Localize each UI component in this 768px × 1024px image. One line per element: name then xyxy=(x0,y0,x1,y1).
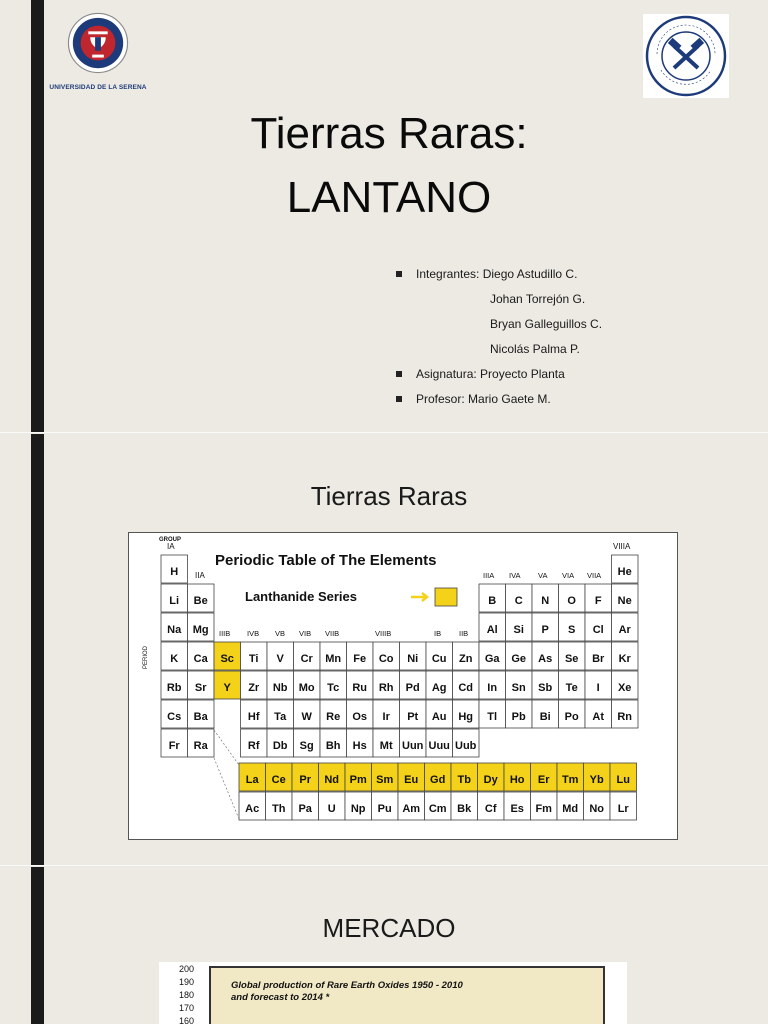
legend-arrow-icon xyxy=(411,593,427,601)
element-symbol: Tc xyxy=(327,682,340,694)
element-symbol: Am xyxy=(402,803,421,815)
element-symbol: V xyxy=(276,653,284,665)
element-symbol: Sb xyxy=(538,682,553,694)
subject-text: Asignatura: Proyecto Planta xyxy=(416,367,565,381)
group-header: VIIIA xyxy=(613,542,631,551)
element-symbol: Nb xyxy=(272,682,288,694)
element-symbol: O xyxy=(567,595,576,607)
group-header: IA xyxy=(167,542,175,551)
table-title: Periodic Table of The Elements xyxy=(215,552,437,569)
element-symbol: Gd xyxy=(430,774,446,786)
element-symbol: Sr xyxy=(194,682,207,694)
y-tick-label: 200 xyxy=(179,964,195,974)
legend-label: Lanthanide Series xyxy=(245,589,357,604)
element-symbol: Mo xyxy=(298,682,315,694)
group-header: IVB xyxy=(247,629,260,638)
chart-title xyxy=(231,980,463,1004)
element-symbol: B xyxy=(488,595,497,607)
element-symbol: Md xyxy=(562,803,579,815)
element-symbol: Er xyxy=(537,774,550,786)
production-chart-image xyxy=(159,962,627,1024)
element-symbol: Pr xyxy=(299,774,312,786)
group-header: VIIA xyxy=(587,571,602,580)
group-header: IB xyxy=(434,629,442,638)
list-item xyxy=(396,387,602,412)
universidad-logo xyxy=(48,12,148,91)
element-symbol: Ge xyxy=(511,653,527,665)
element-symbol: Te xyxy=(565,682,578,694)
element-symbol: H xyxy=(170,566,179,578)
element-symbol: Rn xyxy=(617,711,633,723)
group-header: IVA xyxy=(509,571,521,580)
element-symbol: Xe xyxy=(617,682,632,694)
element-symbol: W xyxy=(301,711,312,723)
element-symbol: Rh xyxy=(378,682,394,694)
element-symbol: Pb xyxy=(511,711,526,723)
element-symbol: Ar xyxy=(618,624,631,636)
element-symbol: At xyxy=(592,711,605,723)
title-line-2: LANTANO xyxy=(286,173,492,222)
element-symbol: Fe xyxy=(353,653,367,665)
professor-text: Profesor: Mario Gaete M. xyxy=(416,392,551,406)
element-symbol: Au xyxy=(431,711,447,723)
members-label: Integrantes: Diego Astudillo C. xyxy=(416,267,578,281)
element-symbol: Ag xyxy=(431,682,447,694)
element-symbol: Nd xyxy=(324,774,340,786)
element-symbol: N xyxy=(541,595,550,607)
chart-title-line-1: Global production of Rare Earth Oxides 1950 - 2010 xyxy=(231,980,463,991)
group-header: VIIIB xyxy=(375,629,392,638)
group-label: GROUP xyxy=(159,537,182,543)
element-symbol: Yb xyxy=(589,774,604,786)
element-symbol: Si xyxy=(513,624,524,636)
element-symbol: Ca xyxy=(193,653,208,665)
element-symbol: Mn xyxy=(325,653,342,665)
element-symbol: Ru xyxy=(352,682,368,694)
slide-accent-bar xyxy=(31,867,44,1024)
slide-divider xyxy=(0,865,768,866)
slide-divider xyxy=(0,432,768,433)
element-symbol: Ti xyxy=(248,653,259,665)
connector-line xyxy=(214,758,239,819)
element-symbol: Zr xyxy=(248,682,260,694)
element-symbol: Ce xyxy=(271,774,286,786)
element-symbol: Pd xyxy=(405,682,420,694)
element-symbol: Ra xyxy=(193,740,208,752)
member-name: Nicolás Palma P. xyxy=(490,342,580,356)
group-header: VIA xyxy=(562,571,575,580)
element-symbol: Np xyxy=(350,803,366,815)
element-symbol: Th xyxy=(271,803,286,815)
element-symbol: Uub xyxy=(455,740,477,752)
element-symbol: F xyxy=(594,595,602,607)
element-symbol: Tm xyxy=(561,774,579,786)
element-symbol: Pa xyxy=(298,803,312,815)
element-symbol: Tb xyxy=(457,774,471,786)
element-symbol: Po xyxy=(564,711,579,723)
title-line-1: Tierras Raras: xyxy=(250,109,528,158)
slide-heading: MERCADO xyxy=(322,913,456,943)
element-symbol: Uuu xyxy=(428,740,450,752)
element-symbol: Os xyxy=(352,711,368,723)
element-symbol: Rb xyxy=(166,682,182,694)
element-symbol: Pt xyxy=(407,711,419,723)
universidad-seal-icon xyxy=(67,12,129,74)
element-symbol: Cd xyxy=(458,682,474,694)
element-symbol: S xyxy=(568,624,576,636)
element-symbol: Hs xyxy=(352,740,367,752)
slide-title[interactable] xyxy=(0,0,768,432)
y-tick-label: 160 xyxy=(179,1016,195,1024)
escuela-minas-seal-icon xyxy=(643,14,729,98)
element-symbol: Sg xyxy=(299,740,314,752)
element-symbol: He xyxy=(617,566,632,578)
element-symbol: Ho xyxy=(509,774,525,786)
element-symbol: Ne xyxy=(617,595,632,607)
group-header: IIIA xyxy=(483,571,495,580)
periodic-table-image xyxy=(128,532,678,840)
element-symbol: Ac xyxy=(245,803,260,815)
element-symbol: Fr xyxy=(168,740,180,752)
bullet-icon xyxy=(396,396,402,402)
list-item xyxy=(396,312,602,337)
group-header: VIIB xyxy=(325,629,340,638)
members-list xyxy=(396,262,602,412)
element-symbol: Ba xyxy=(193,711,208,723)
element-symbol: C xyxy=(514,595,523,607)
element-symbol: As xyxy=(538,653,553,665)
element-symbol: No xyxy=(589,803,605,815)
list-item xyxy=(396,362,602,387)
group-header: VIB xyxy=(299,629,312,638)
list-item xyxy=(396,287,602,312)
list-item xyxy=(396,262,602,287)
element-symbol: Mg xyxy=(192,624,209,636)
element-symbol: Kr xyxy=(618,653,631,665)
element-symbol: Ta xyxy=(274,711,287,723)
element-symbol: Sm xyxy=(376,774,394,786)
element-symbol: Ga xyxy=(484,653,500,665)
list-item xyxy=(396,337,602,362)
group-header: VB xyxy=(275,629,286,638)
element-symbol: Cr xyxy=(300,653,313,665)
legend-swatch xyxy=(435,588,457,606)
y-tick-label: 190 xyxy=(179,977,195,987)
element-symbol: K xyxy=(170,653,179,665)
element-symbol: Eu xyxy=(404,774,419,786)
element-symbol: Rf xyxy=(247,740,260,752)
element-symbol: Pu xyxy=(377,803,392,815)
element-symbol: Be xyxy=(193,595,208,607)
element-symbol: Sn xyxy=(511,682,526,694)
element-symbol: Lr xyxy=(617,803,629,815)
bullet-icon xyxy=(396,371,402,377)
slide-heading: Tierras Raras xyxy=(310,481,468,511)
element-symbol: Sc xyxy=(220,653,234,665)
element-symbol: Br xyxy=(592,653,605,665)
element-symbol: Ir xyxy=(382,711,390,723)
periodic-table-svg xyxy=(129,533,677,839)
element-symbol: Bk xyxy=(457,803,472,815)
element-symbol: Fm xyxy=(535,803,552,815)
period-label: PERIOD xyxy=(143,645,149,669)
element-symbol: Na xyxy=(167,624,182,636)
element-symbol: Uun xyxy=(402,740,424,752)
member-name: Bryan Galleguillos C. xyxy=(490,317,603,331)
chart-title-line-2: and forecast to 2014 * xyxy=(231,992,330,1003)
element-symbol: Co xyxy=(378,653,394,665)
element-symbol: Se xyxy=(564,653,579,665)
element-symbol: Hg xyxy=(458,711,474,723)
element-symbol: P xyxy=(541,624,549,636)
element-symbol: I xyxy=(596,682,600,694)
university-name: UNIVERSIDAD DE LA SERENA xyxy=(49,84,147,91)
element-symbol: Es xyxy=(510,803,524,815)
group-header: VA xyxy=(538,571,548,580)
element-symbol: Lu xyxy=(616,774,630,786)
escuela-minas-logo xyxy=(643,14,729,98)
group-header: IIA xyxy=(195,571,205,580)
element-symbol: Bh xyxy=(325,740,341,752)
member-name: Johan Torrejón G. xyxy=(490,292,586,306)
element-symbol: Dy xyxy=(483,774,498,786)
y-tick-label: 170 xyxy=(179,1003,195,1013)
element-symbol: Hf xyxy=(247,711,260,723)
y-tick-label: 180 xyxy=(179,990,195,1000)
element-symbol: Zn xyxy=(458,653,473,665)
group-header: IIIB xyxy=(219,629,231,638)
element-symbol: U xyxy=(327,803,336,815)
element-symbol: Tl xyxy=(487,711,498,723)
element-symbol: Li xyxy=(169,595,180,607)
element-symbol: In xyxy=(487,682,498,694)
element-symbol: Ni xyxy=(407,653,419,665)
element-symbol: Cf xyxy=(484,803,497,815)
element-symbol: Re xyxy=(326,711,341,723)
element-symbol: Y xyxy=(223,682,231,694)
element-symbol: Bi xyxy=(539,711,551,723)
connector-line xyxy=(214,730,239,765)
element-symbol: Mt xyxy=(379,740,393,752)
bullet-icon xyxy=(396,271,402,277)
element-symbol: Cu xyxy=(431,653,447,665)
group-header: IIB xyxy=(459,629,469,638)
element-symbol: La xyxy=(245,774,259,786)
element-symbol: Pm xyxy=(349,774,367,786)
element-symbol: Cl xyxy=(592,624,604,636)
element-symbol: Cm xyxy=(428,803,447,815)
element-symbol: Al xyxy=(486,624,498,636)
element-symbol: Db xyxy=(272,740,288,752)
element-symbol: Cs xyxy=(167,711,182,723)
